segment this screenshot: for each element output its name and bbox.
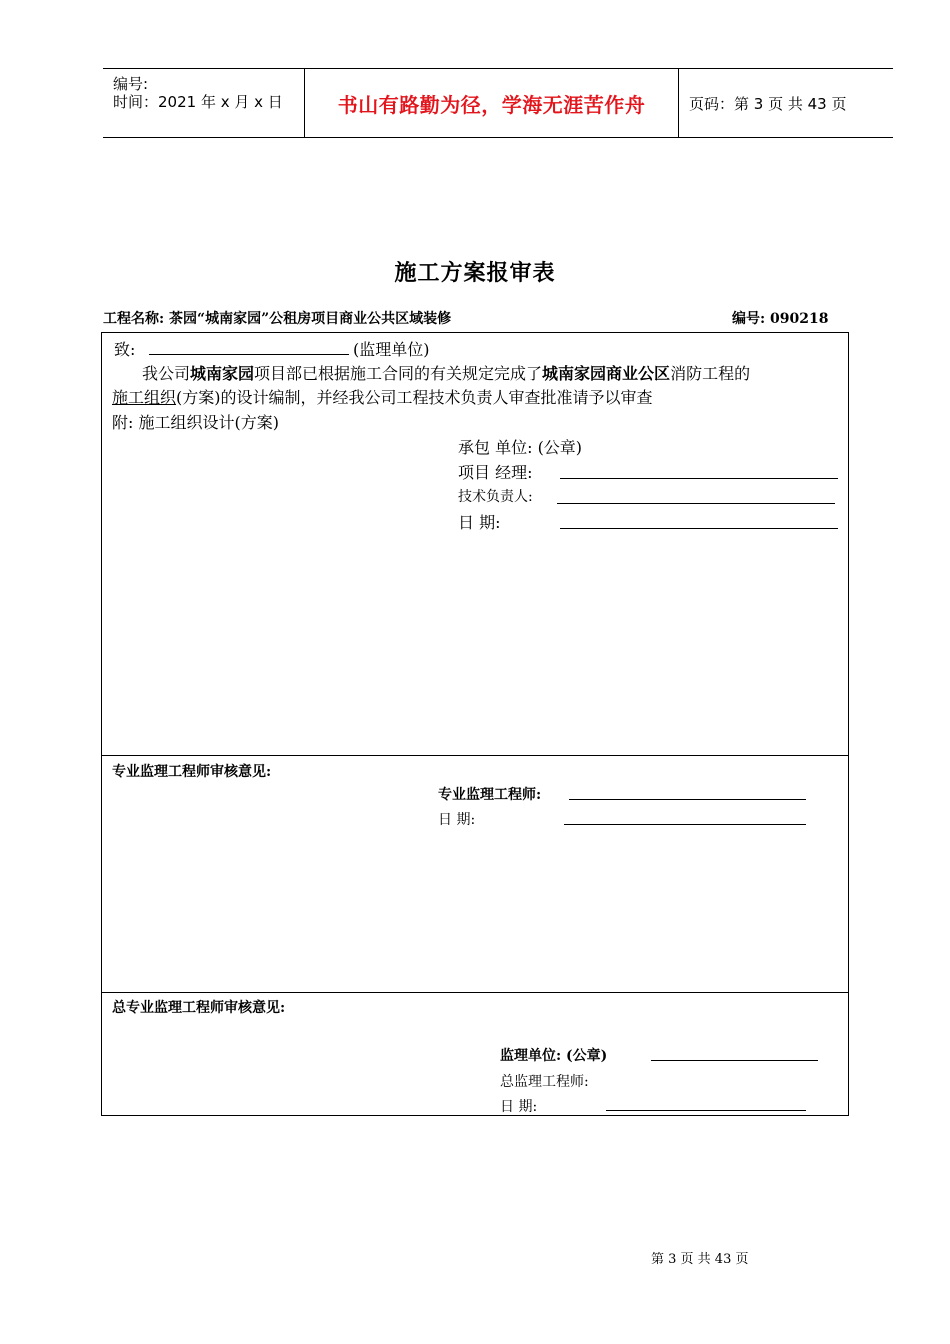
specialist-engineer-field[interactable] <box>569 799 806 800</box>
body-part-2: 城南家园 <box>190 364 255 383</box>
body-part-1: 我公司 <box>142 364 191 383</box>
review-form-table <box>101 332 849 1116</box>
header-page-cell <box>679 69 893 137</box>
date-field-2[interactable] <box>564 824 806 825</box>
specialist-review-heading: 专业监理工程师审核意见: <box>112 764 272 780</box>
page-header <box>103 68 893 138</box>
body-line-2 <box>112 385 653 408</box>
to-suffix: (监理单位) <box>353 340 430 359</box>
specialist-engineer-label: 专业监理工程师: <box>438 787 542 803</box>
attachment-label: 附: 施工组织设计(方案) <box>112 413 279 432</box>
date-field-3[interactable] <box>606 1110 806 1111</box>
date-label-2: 日 期: <box>438 812 476 828</box>
body-line-2-rest: (方案)的设计编制，并经我公司工程技术负责人审查批准请予以审查 <box>176 388 653 407</box>
section-divider-2 <box>102 992 848 993</box>
manager-label: 项目 经理: <box>458 463 533 482</box>
supervision-unit-seal-label: 监理单位: (公章) <box>500 1048 608 1064</box>
chief-engineer-label: 总监理工程师: <box>500 1074 589 1090</box>
date-label-1: 日 期: <box>458 513 501 532</box>
body-part-4: 城南家园商业公区 <box>542 364 671 383</box>
date-field-1[interactable] <box>560 528 838 529</box>
header-motto: 书山有路勤为径，学海无涯苦作舟 <box>337 92 646 117</box>
body-part-3: 项目部已根据施工合同的有关规定完成了 <box>254 364 543 383</box>
time-label: 时间：2021 年 x 月 x 日 <box>113 93 283 111</box>
document-number: 编号: 090218 <box>732 311 829 327</box>
manager-field[interactable] <box>560 478 838 479</box>
page-footer: 第 3 页 共 43 页 <box>651 1252 749 1267</box>
to-label: 致: <box>114 340 136 359</box>
chief-review-heading: 总专业监理工程师审核意见: <box>112 1000 286 1016</box>
body-line-1 <box>142 361 750 384</box>
contractor-label: 承包 单位: (公章) <box>458 438 583 457</box>
section-divider-1 <box>102 755 848 756</box>
serial-label: 编号: <box>113 75 149 93</box>
tech-lead-field[interactable] <box>557 503 835 504</box>
header-motto-cell <box>305 69 679 137</box>
body-part-5: 消防工程的 <box>670 364 751 383</box>
tech-lead-label: 技术负责人: <box>458 489 533 505</box>
date-label-3: 日 期: <box>500 1099 538 1115</box>
supervision-unit-field[interactable] <box>149 354 349 355</box>
document-title: 施工方案报审表 <box>394 260 556 286</box>
supervision-unit-seal-field[interactable] <box>651 1060 818 1061</box>
header-left-cell <box>103 69 305 137</box>
body-line-2-underlined: 施工组织 <box>112 388 177 407</box>
project-name: 工程名称: 茶园“城南家园”公租房项目商业公共区域装修 <box>103 311 452 327</box>
header-page-info: 页码：第 3 页 共 43 页 <box>689 94 847 113</box>
